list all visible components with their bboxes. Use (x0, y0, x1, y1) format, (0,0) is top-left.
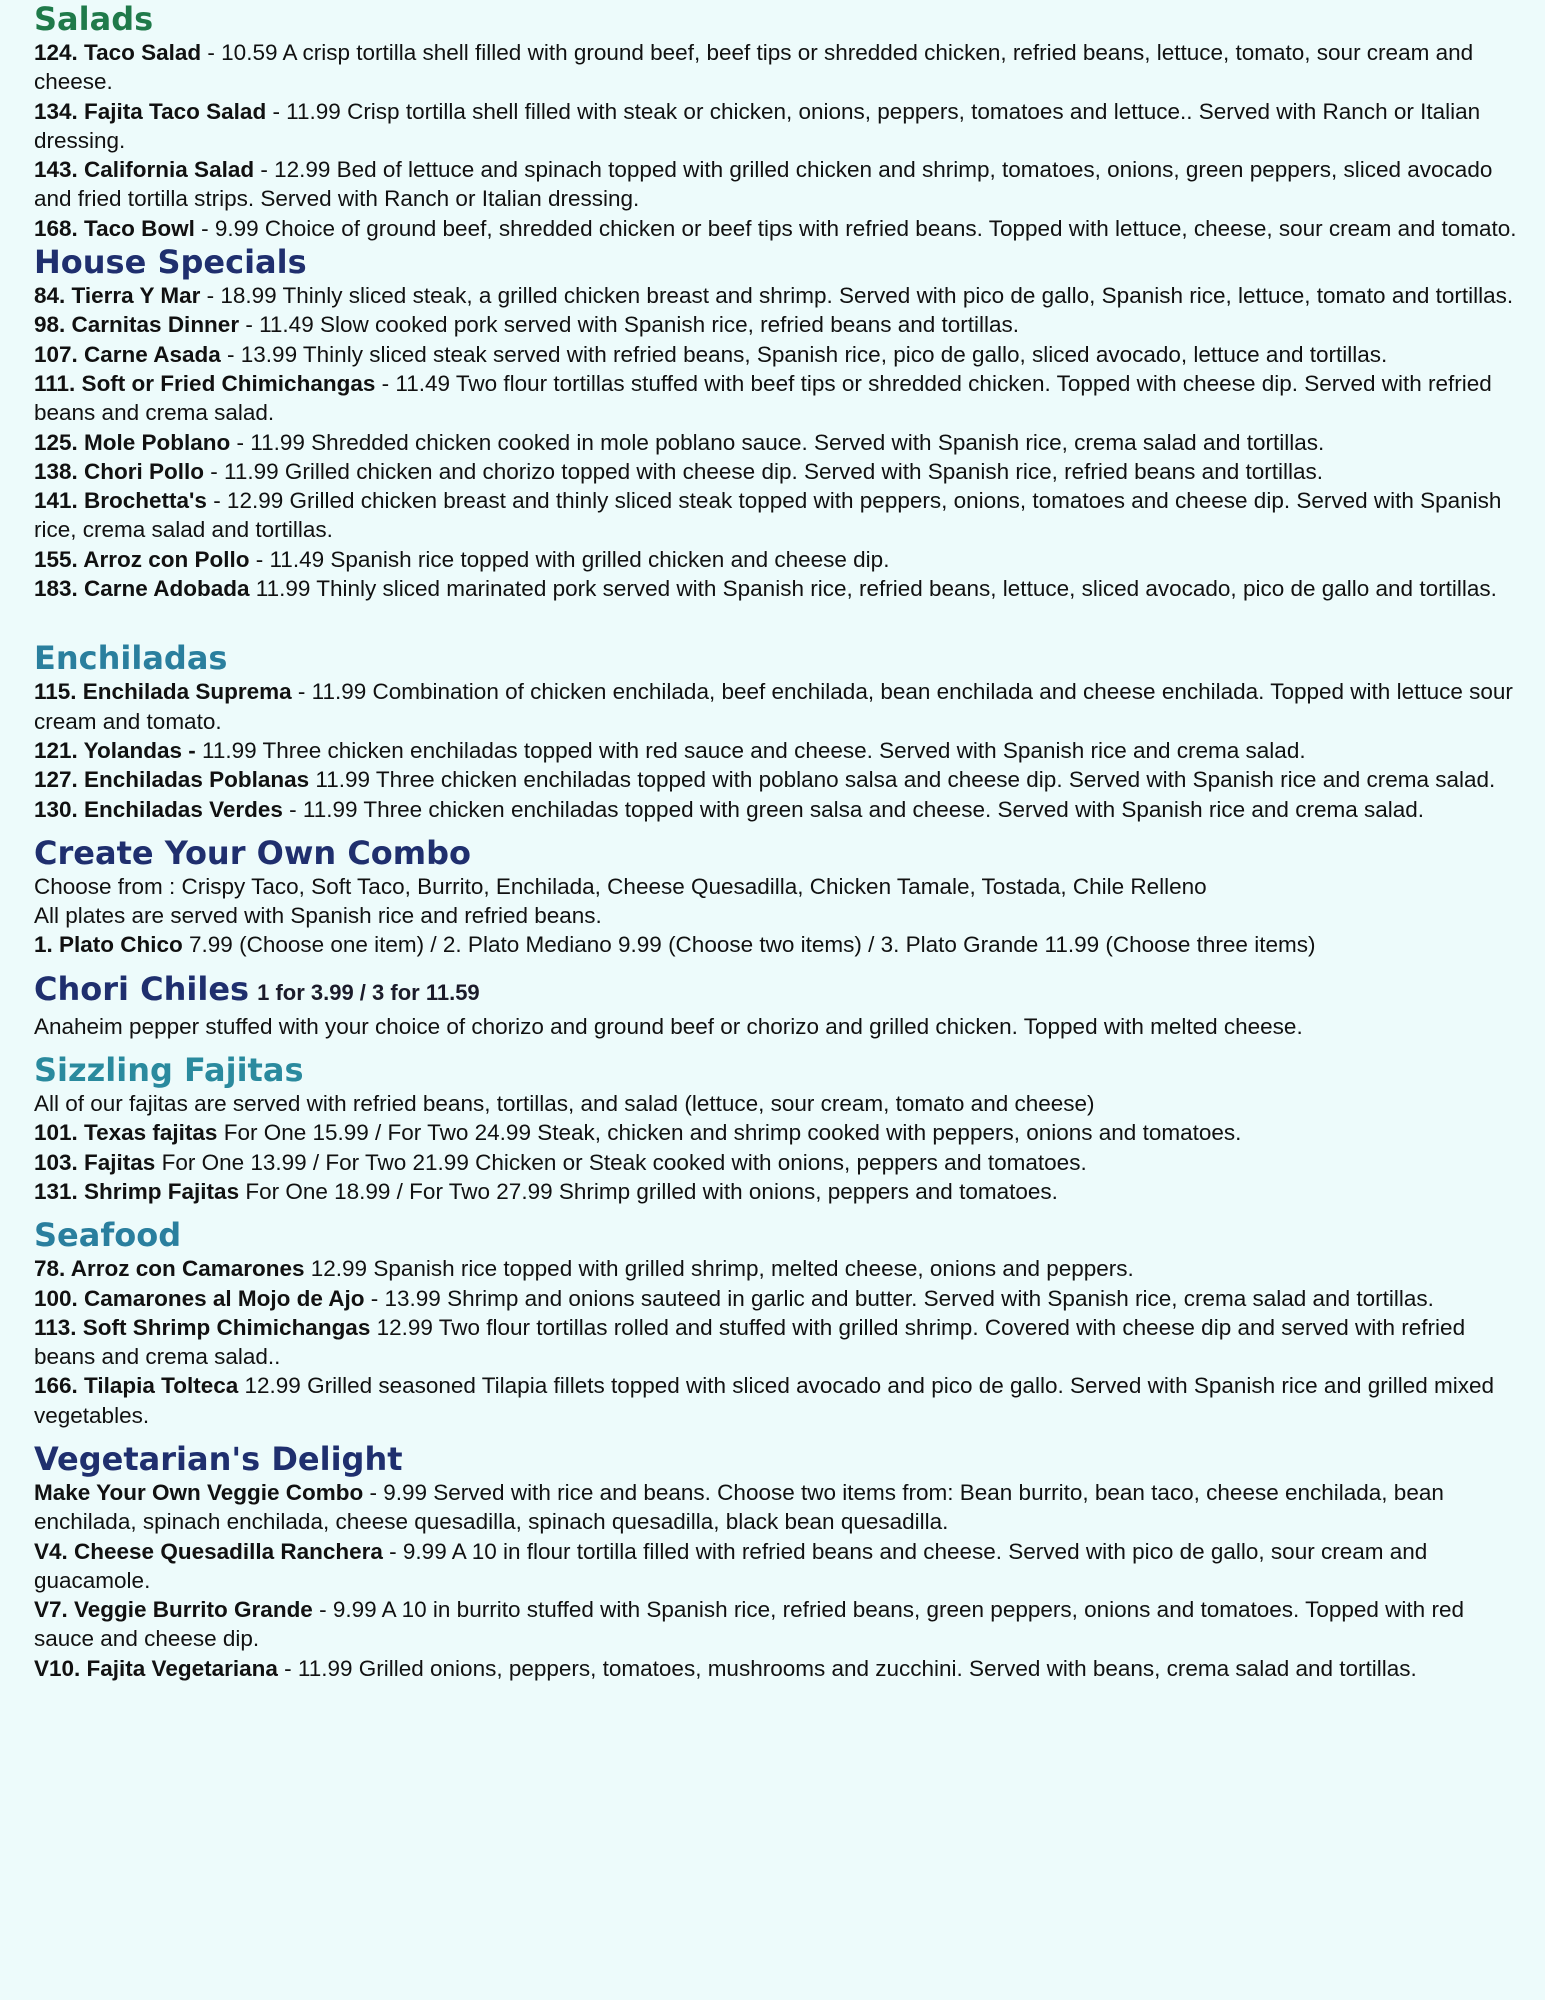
menu-item (34, 1595, 1527, 1654)
section-spacer (34, 824, 1527, 834)
menu-item-name: 127. Enchiladas Poblanas (34, 767, 310, 793)
menu-item (34, 930, 1527, 959)
menu-item (34, 765, 1527, 794)
menu-section (34, 1440, 1527, 1683)
menu-item-description: - 11.49 Slow cooked pork served with Spanish rice, refried beans and tortillas. (239, 312, 1020, 338)
section-heading-text: Create Your Own Combo (34, 833, 472, 872)
menu-item-description: - 9.99 Choice of ground beef, shredded chicken or beef tips with refried beans. Topped with lettuce, cheese, sour cream and tomato. (194, 215, 1517, 241)
menu-item (34, 486, 1527, 545)
menu-item-name: 115. Enchilada Suprema (34, 679, 292, 705)
menu-item (34, 736, 1527, 765)
menu-item-list (34, 1089, 1527, 1206)
menu-section (34, 1216, 1527, 1430)
menu-item-description: Anaheim pepper stuffed with your choice of chorizo and ground beef or chorizo and grilled chicken. Topped with melted cheese. (34, 1013, 1303, 1039)
menu-item-name: 134. Fajita Taco Salad (34, 98, 267, 124)
menu-item-description: - 11.99 Shredded chicken cooked in mole poblano sauce. Served with Spanish rice, crema salad and tortillas. (230, 429, 1325, 455)
section-heading-text: Sizzling Fajitas (34, 1051, 304, 1090)
menu-item (34, 214, 1527, 243)
menu-section (34, 970, 1527, 1041)
menu-item-name: 125. Mole Poblano (34, 429, 231, 455)
menu-item (34, 1148, 1527, 1177)
menu-item-name: 98. Carnitas Dinner (34, 312, 240, 338)
menu-item-name: 124. Taco Salad (34, 40, 202, 65)
menu-item (34, 97, 1527, 156)
menu-item-list (34, 38, 1527, 243)
section-heading-text: Enchiladas (34, 639, 228, 678)
section-heading (34, 1440, 1527, 1478)
menu-item-name: 131. Shrimp Fajitas (34, 1178, 240, 1204)
menu-item-description: Choose from : Crispy Taco, Soft Taco, Burrito, Enchilada, Cheese Quesadilla, Chicken Tamale, Tostada, Chile Relleno (34, 873, 1207, 899)
section-spacer (34, 1430, 1527, 1440)
menu-item (34, 340, 1527, 369)
menu-item-name: Make Your Own Veggie Combo (34, 1479, 364, 1505)
menu-item (34, 310, 1527, 339)
menu-item-description: For One 15.99 / For Two 24.99 Steak, chicken and shrimp cooked with peppers, onions and tomatoes. (217, 1120, 1242, 1146)
menu-item (34, 1478, 1527, 1537)
menu-item-name: 121. Yolandas - (34, 737, 196, 763)
menu-item-description: - 11.49 Spanish rice topped with grilled chicken and cheese dip. (249, 546, 890, 572)
menu-item-name: 166. Tilapia Tolteca (34, 1373, 239, 1399)
menu-item-description: 11.99 Thinly sliced marinated pork served with Spanish rice, refried beans, lettuce, sliced avocado, pico de gallo and tortillas. (249, 576, 1497, 602)
menu-item-name: V7. Veggie Burrito Grande (34, 1597, 313, 1623)
menu-item-description: - 12.99 Grilled chicken breast and thinly sliced steak topped with peppers, onions, tomatoes and cheese dip. Served with Spanish rice, crema salad and tortillas. (34, 488, 1502, 543)
section-heading (34, 834, 1527, 872)
menu-item (34, 574, 1527, 603)
menu-item-name: 100. Camarones al Mojo de Ajo (34, 1285, 365, 1311)
menu-item-description: - 13.99 Shrimp and onions sauteed in garlic and butter. Served with Spanish rice, crema salad and tortillas. (364, 1285, 1434, 1311)
menu-item (34, 1284, 1527, 1313)
menu-item-description: - 18.99 Thinly sliced steak, a grilled chicken breast and shrimp. Served with pico de gallo, Spanish rice, lettuce, tomato and tortillas. (200, 283, 1514, 309)
menu-item-name: 103. Fajitas (34, 1149, 156, 1175)
menu-item-description: All of our fajitas are served with refried beans, tortillas, and salad (lettuce, sour cream, tomato and cheese) (34, 1091, 1095, 1117)
section-heading-text: Vegetarian's Delight (34, 1439, 403, 1478)
menu-item (34, 457, 1527, 486)
menu-item-description: For One 13.99 / For Two 21.99 Chicken or Steak cooked with onions, peppers and tomatoes. (155, 1149, 1087, 1175)
section-heading (34, 970, 1527, 1012)
section-heading (34, 243, 1527, 281)
menu-item-description: - 11.99 Crisp tortilla shell filled with steak or chicken, onions, peppers, tomatoes and lettuce.. Served with Ranch or Italian dressing. (34, 98, 1481, 153)
menu-item-name: 130. Enchiladas Verdes (34, 796, 283, 822)
menu-section (34, 639, 1527, 823)
menu-item-name: 107. Carne Asada (34, 341, 221, 367)
menu-item-description: 11.99 Three chicken enchiladas topped with red sauce and cheese. Served with Spanish rice and crema salad. (195, 737, 1306, 763)
section-heading (34, 1216, 1527, 1254)
section-price-note: 1 for 3.99 / 3 for 11.59 (257, 979, 480, 1005)
menu-section (34, 243, 1527, 603)
menu-item (34, 1313, 1527, 1372)
menu-item-description: - 12.99 Bed of lettuce and spinach topped with grilled chicken and shrimp, tomatoes, onions, green peppers, sliced avocado and fried tortilla strips. Served with Ranch or Italian dressing. (34, 157, 1493, 212)
menu-item-description: 12.99 Spanish rice topped with grilled shrimp, melted cheese, onions and peppers. (304, 1256, 1134, 1282)
menu-item-list (34, 281, 1527, 603)
menu-item (34, 545, 1527, 574)
menu-item-description: 12.99 Grilled seasoned Tilapia fillets topped with sliced avocado and pico de gallo. Served with Spanish rice and grilled mixed vegetables. (34, 1373, 1495, 1428)
menu-item-name: 84. Tierra Y Mar (34, 283, 201, 309)
menu-item-description: - 10.59 A crisp tortilla shell filled with ground beef, beef tips or shredded chicken, refried beans, lettuce, tomato, sour cream and cheese. (34, 40, 1474, 95)
section-heading (34, 1051, 1527, 1089)
menu-item-description: 7.99 (Choose one item) / 2. Plato Mediano 9.99 (Choose two items) / 3. Plato Grande 11.99 (Choose three items) (182, 932, 1316, 958)
menu-item (34, 1118, 1527, 1147)
menu-item (34, 901, 1527, 930)
menu-item-description: - 11.99 Grilled onions, peppers, tomatoes, mushrooms and zucchini. Served with beans, crema salad and tortillas. (277, 1655, 1417, 1681)
menu-item (34, 1012, 1527, 1041)
menu-item-list (34, 872, 1527, 960)
menu-item-description: - 9.99 A 10 in burrito stuffed with Spanish rice, refried beans, green peppers, onions and tomatoes. Topped with red sauce and cheese dip. (34, 1597, 1464, 1652)
menu-item-list (34, 1478, 1527, 1683)
menu-item-name: 183. Carne Adobada (34, 576, 250, 602)
menu-item (34, 428, 1527, 457)
menu-item-description: - 9.99 Served with rice and beans. Choose two items from: Bean burrito, bean taco, cheese enchilada, bean enchilada, spinach enchilada, cheese quesadilla, spinach quesadilla, black bean quesadilla. (34, 1479, 1444, 1535)
menu-item-description: - 11.49 Two flour tortillas stuffed with beef tips or shredded chicken. Topped with cheese dip. Served with refried beans and crema salad. (34, 370, 1492, 426)
menu-item (34, 281, 1527, 310)
menu-item (34, 1537, 1527, 1596)
menu-section (34, 1051, 1527, 1206)
menu-item (34, 677, 1527, 736)
menu-item-name: 155. Arroz con Pollo (34, 546, 250, 572)
section-heading-text: Chori Chiles (34, 969, 250, 1008)
section-heading (34, 0, 1527, 38)
menu-item-name: V4. Cheese Quesadilla Ranchera (34, 1538, 383, 1564)
section-spacer (34, 960, 1527, 970)
menu-item (34, 872, 1527, 901)
menu-item-list (34, 677, 1527, 823)
menu-item-description: - 11.99 Combination of chicken enchilada, beef enchilada, bean enchilada and cheese enchilada. Topped with lettuce sour cream and tomato. (34, 679, 1513, 734)
menu-section (34, 0, 1527, 243)
section-heading (34, 639, 1527, 677)
section-heading-text: House Specials (34, 243, 307, 282)
menu-section (34, 834, 1527, 960)
section-spacer (34, 603, 1527, 639)
menu-item-description: For One 18.99 / For Two 27.99 Shrimp grilled with onions, peppers and tomatoes. (239, 1178, 1058, 1204)
menu-item-description: All plates are served with Spanish rice and refried beans. (34, 903, 602, 929)
section-spacer (34, 1041, 1527, 1051)
menu-item-name: 141. Brochetta's (34, 488, 207, 514)
menu-item-name: 143. California Salad (34, 157, 255, 183)
menu-item-description: - 11.99 Grilled chicken and chorizo topped with cheese dip. Served with Spanish rice, refried beans and tortillas. (204, 458, 1323, 484)
menu-item-description: - 11.99 Three chicken enchiladas topped with green salsa and cheese. Served with Spanish rice and crema salad. (282, 796, 1425, 822)
menu-item (34, 38, 1527, 97)
menu-item (34, 369, 1527, 428)
menu-item-name: 168. Taco Bowl (34, 215, 195, 241)
menu-item-description: - 9.99 A 10 in flour tortilla filled with refried beans and cheese. Served with pico de gallo, sour cream and guacamole. (34, 1538, 1428, 1593)
section-heading-text: Salads (34, 0, 154, 38)
menu-item-name: 111. Soft or Fried Chimichangas (34, 370, 376, 396)
menu-item-name: 113. Soft Shrimp Chimichangas (34, 1314, 371, 1340)
menu-item (34, 1254, 1527, 1283)
menu-item (34, 155, 1527, 214)
menu-item-list (34, 1012, 1527, 1041)
menu-item-list (34, 1254, 1527, 1430)
menu-item-description: 11.99 Three chicken enchiladas topped with poblano salsa and cheese dip. Served with Spanish rice and crema salad. (309, 767, 1496, 793)
menu-item-name: 101. Texas fajitas (34, 1120, 218, 1146)
menu-item-name: 138. Chori Pollo (34, 458, 205, 484)
menu-item-name: V10. Fajita Vegetariana (34, 1655, 278, 1681)
menu-item-description: - 13.99 Thinly sliced steak served with refried beans, Spanish rice, pico de gallo, sliced avocado, lettuce and tortillas. (220, 341, 1388, 367)
menu-item (34, 795, 1527, 824)
menu-item-name: 78. Arroz con Camarones (34, 1256, 305, 1282)
menu-item (34, 1177, 1527, 1206)
section-spacer (34, 1206, 1527, 1216)
menu-item (34, 1654, 1527, 1683)
menu-item-name: 1. Plato Chico (34, 932, 183, 958)
section-heading-text: Seafood (34, 1216, 182, 1255)
menu-item (34, 1371, 1527, 1430)
menu-item (34, 1089, 1527, 1118)
menu-item-description: 12.99 Two flour tortillas rolled and stuffed with grilled shrimp. Covered with cheese dip and served with refried beans and crema salad.. (34, 1314, 1466, 1370)
